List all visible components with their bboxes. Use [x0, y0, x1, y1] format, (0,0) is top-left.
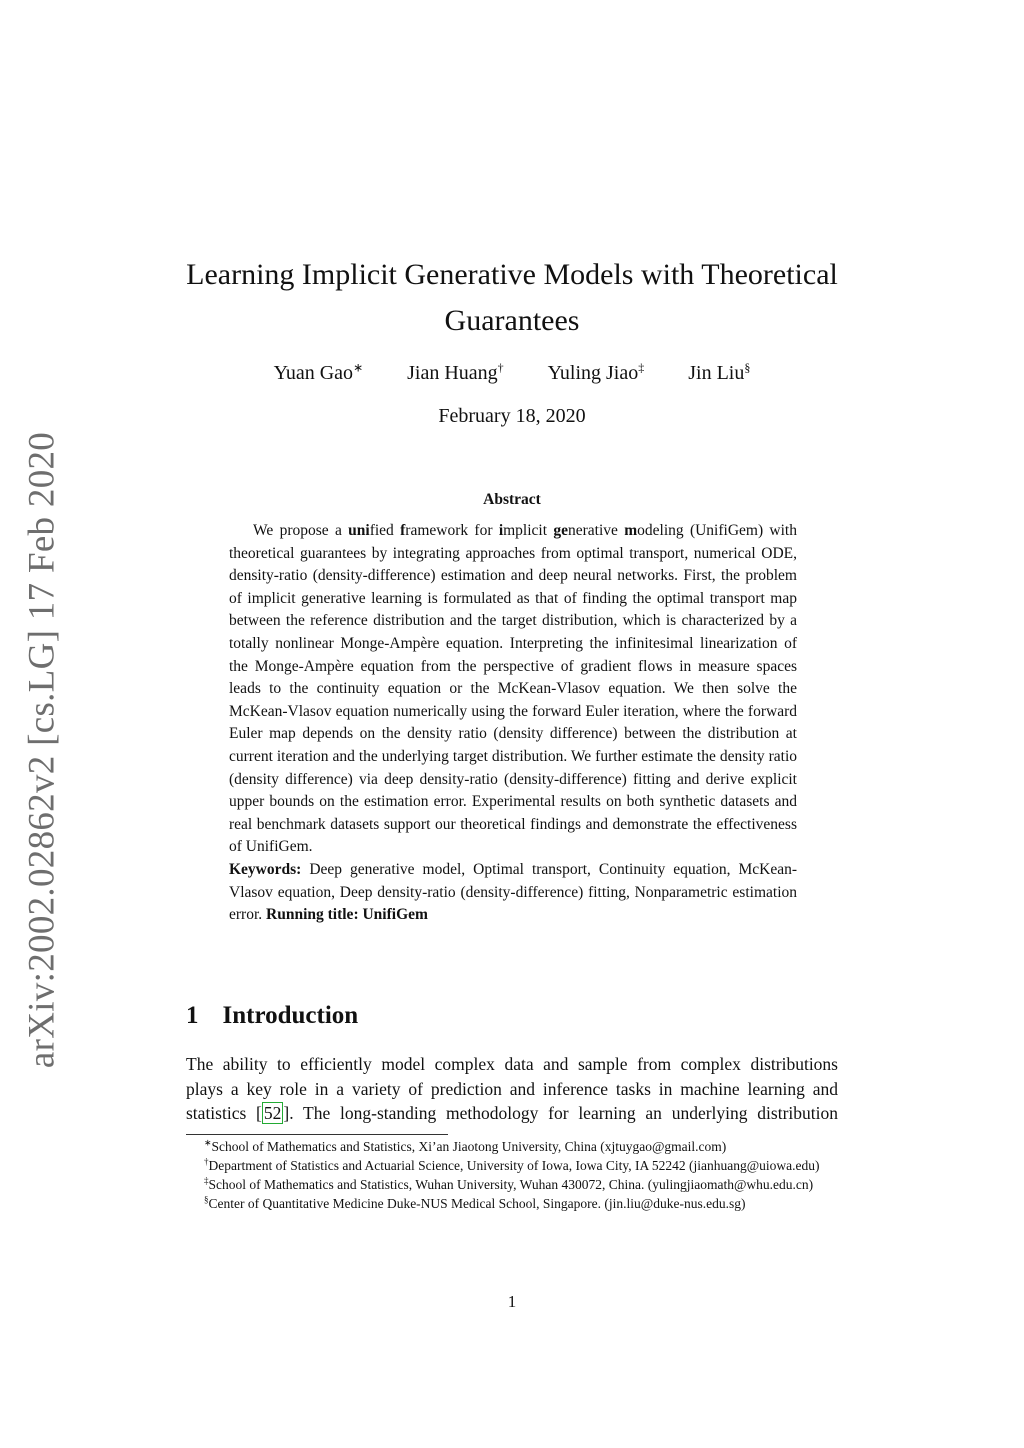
- section-number: 1: [186, 1002, 199, 1029]
- paper-title: Learning Implicit Generative Models with Theoretical Guarantees: [186, 258, 838, 337]
- section-heading: [186, 1002, 358, 1030]
- publication-date: February 18, 2020: [438, 405, 586, 427]
- author: Jin Liu§: [688, 360, 751, 384]
- abstract-paragraph: We propose a unified framework for implicit generative modeling (UnifiGem) with theoretical guarantees by integrating approaches from optimal transport, numerical ODE, density-ratio (density-difference) estimation and deep neural networks. First, the problem of implicit generative learning is formulated as that of finding the optimal transport map between the reference distribution and the target distribution, which is characterized by a totally nonlinear Monge-Ampère equation. Interpreting the infinitesimal linearization of the Monge-Ampère equation from the perspective of gradient flows in measure spaces leads to the continuity equation or the McKean-Vlasov equation. We then solve the McKean-Vlasov equation numerically using the forward Euler iteration, where the forward Euler map depends on the density ratio (density difference) between the distribution at current iteration and the underlying target distribution. We further estimate the density ratio (density difference) via deep density-ratio (density-difference) fitting and derive explicit upper bounds on the estimation error. Experimental results on both synthetic datasets and real benchmark datasets support our theoretical findings and demonstrate the effectiveness of UnifiGem.: [229, 522, 797, 856]
- abstract-body: [229, 520, 797, 927]
- intro-line: The ability to efficiently model complex data and sample from complex distributions: [186, 1054, 838, 1074]
- footnote-divider: [186, 1134, 448, 1135]
- author-list: [0, 362, 1024, 385]
- footnote: §Center of Quantitative Medicine Duke-NUS Medical School, Singapore. (jin.liu@duke-nus.edu.sg): [204, 1194, 746, 1211]
- page-number: 1: [507, 1292, 517, 1311]
- author: Jian Huang†: [407, 360, 504, 384]
- footnote: ‡School of Mathematics and Statistics, Wuhan University, Wuhan 430072, China. (yulingjiaomath@whu.edu.cn): [204, 1175, 814, 1192]
- citation-link[interactable]: 52: [263, 1103, 282, 1123]
- abstract-heading: Abstract: [483, 491, 541, 508]
- footnote: ∗School of Mathematics and Statistics, Xi’an Jiaotong University, China (xjtuygao@gmail.com): [204, 1137, 727, 1154]
- keywords: Keywords: Deep generative model, Optimal transport, Continuity equation, McKean-Vlasov equation, Deep density-ratio (density-difference) fitting, Nonparametric estimation error. Running title: UnifiGem: [229, 860, 797, 924]
- section-title: Introduction: [222, 1002, 359, 1029]
- footnotes: [186, 1137, 838, 1213]
- intro-line: plays a key role in a variety of prediction and inference tasks in machine learning and: [186, 1078, 838, 1099]
- introduction-text: [186, 1052, 838, 1126]
- author: Yuling Jiao‡: [547, 360, 645, 384]
- keywords-label: Keywords:: [229, 860, 302, 878]
- author: Yuan Gao∗: [273, 360, 364, 384]
- arxiv-identifier: arXiv:2002.02862v2 [cs.LG] 17 Feb 2020: [21, 431, 63, 1069]
- intro-line: statistics [ 52 ]. The long-standing methodology for learning an underlying distribution: [186, 1103, 838, 1123]
- running-title: Running title: UnifiGem: [266, 906, 428, 924]
- footnote: †Department of Statistics and Actuarial Science, University of Iowa, Iowa City, IA 52242 (jianhuang@uiowa.edu): [204, 1156, 820, 1173]
